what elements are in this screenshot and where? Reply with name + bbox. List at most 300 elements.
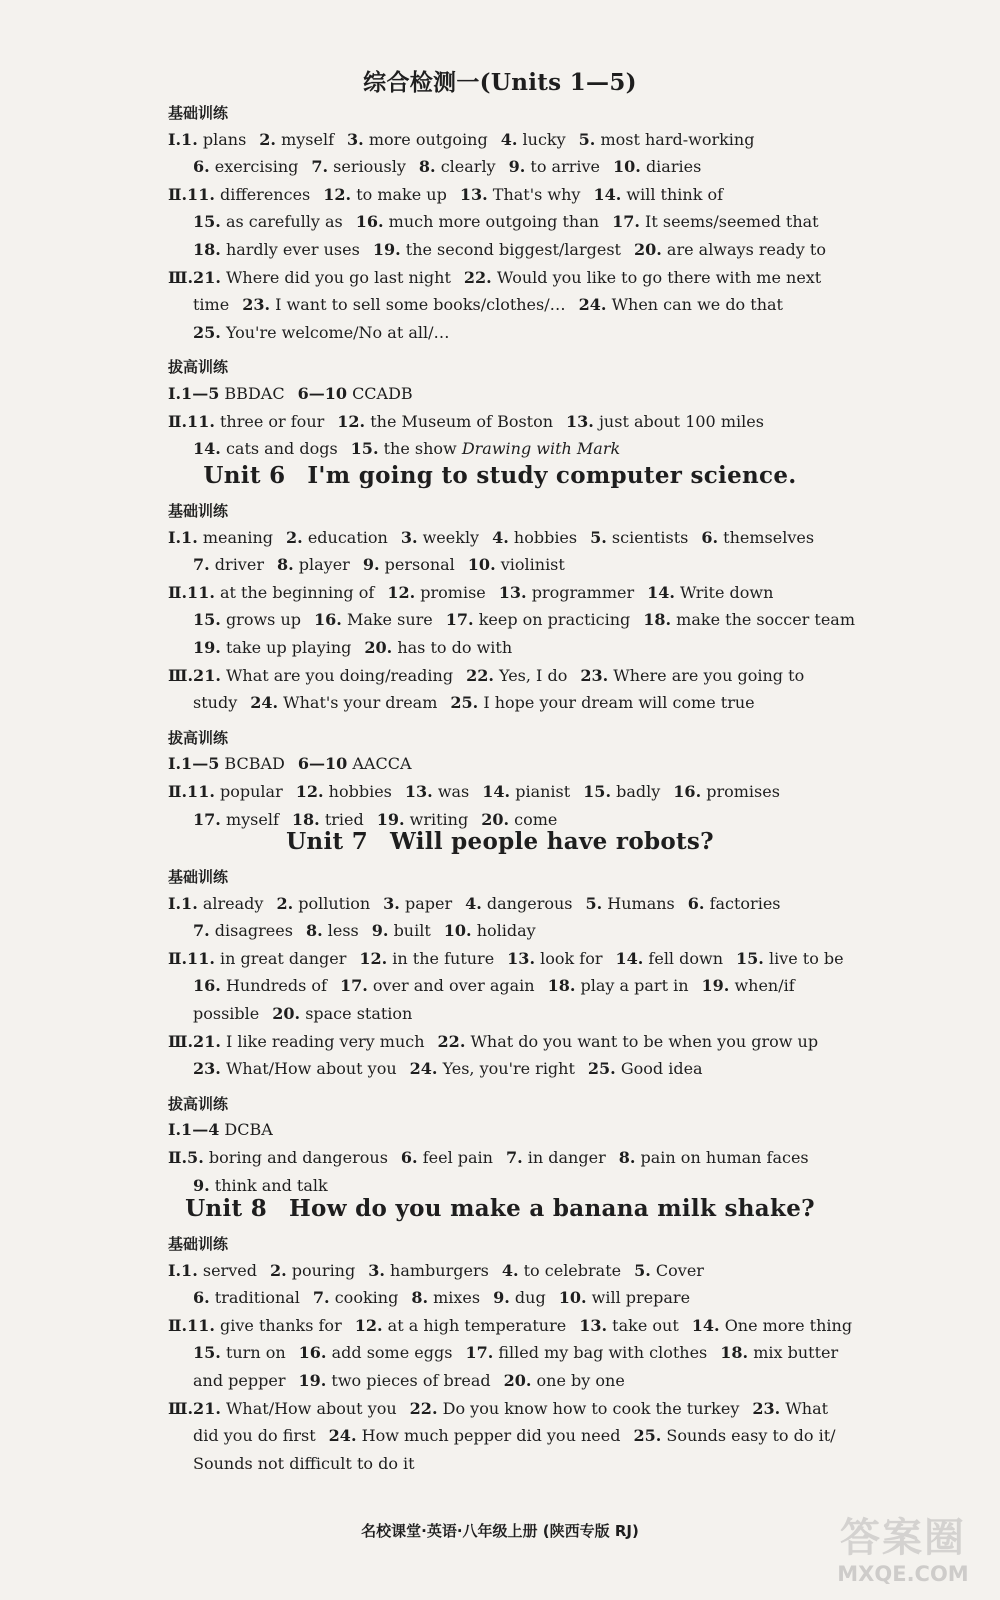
answer-text: plans bbox=[202, 129, 247, 149]
answer-text: will prepare bbox=[591, 1288, 691, 1308]
block-label: 拔高训练 bbox=[168, 1094, 229, 1113]
answer-number: 9. bbox=[362, 555, 380, 575]
section-title bbox=[0, 64, 1000, 97]
answer-text: hamburgers bbox=[390, 1260, 489, 1280]
section-unit-number: Unit 8 bbox=[185, 1195, 268, 1222]
answer-text: cooking bbox=[334, 1288, 399, 1308]
answer-item bbox=[368, 1261, 489, 1280]
answer-item bbox=[193, 638, 351, 657]
answer-text: What are you doing/reading bbox=[225, 665, 454, 685]
answer-item bbox=[450, 693, 754, 712]
answer-line bbox=[168, 268, 834, 287]
answer-text: Humans bbox=[607, 893, 675, 913]
answer-text: in great danger bbox=[219, 948, 347, 968]
answer-item bbox=[634, 1261, 704, 1280]
page-footer: 名校课堂·英语·八年级上册 (陕西专版 RJ) bbox=[361, 1522, 639, 1540]
answer-text: look for bbox=[540, 948, 603, 968]
answer-text: How much pepper did you need bbox=[361, 1426, 621, 1446]
answer-number: 20. bbox=[481, 809, 510, 829]
answer-number: 3. bbox=[368, 1260, 385, 1280]
answer-number: 19. bbox=[372, 240, 401, 259]
answer-text: DCBA bbox=[224, 1120, 273, 1140]
watermark-logo: 答案圈 bbox=[840, 1515, 966, 1561]
answer-text: I like reading very much bbox=[225, 1031, 425, 1051]
answer-number: 20. bbox=[503, 1371, 532, 1390]
answer-text: cats and dogs bbox=[225, 439, 338, 459]
answer-number: 5. bbox=[578, 129, 596, 149]
block-label: 基础训练 bbox=[168, 868, 229, 886]
answer-number: Ⅲ.21. bbox=[168, 665, 221, 685]
answer-number: 6—10 bbox=[297, 754, 348, 774]
answer-text: keep on practicing bbox=[478, 610, 631, 630]
answer-text: grows up bbox=[225, 610, 301, 630]
answer-text: add some eggs bbox=[331, 1343, 453, 1363]
answer-line bbox=[168, 1032, 831, 1051]
answer-item bbox=[168, 528, 273, 547]
section-title-text: How do you make a banana milk shake? bbox=[289, 1195, 815, 1222]
answer-number: 25. bbox=[450, 693, 479, 713]
answer-text: space station bbox=[305, 1004, 413, 1023]
answer-number: 13. bbox=[579, 1315, 608, 1335]
answer-number: 6. bbox=[193, 157, 210, 177]
answer-item bbox=[168, 583, 374, 602]
answer-text: hobbies bbox=[513, 527, 578, 547]
answer-text: was bbox=[437, 782, 470, 801]
answer-line bbox=[193, 638, 525, 657]
answer-item bbox=[468, 555, 565, 574]
answer-text: study bbox=[193, 693, 238, 713]
answer-item bbox=[548, 976, 689, 995]
answer-item bbox=[296, 782, 392, 801]
answer-line bbox=[193, 1288, 703, 1307]
answer-text: Yes, I do bbox=[499, 665, 568, 685]
answer-item bbox=[643, 610, 855, 629]
answer-line bbox=[193, 976, 808, 995]
answer-item bbox=[292, 810, 364, 829]
answer-number: Ⅰ.1—5 bbox=[168, 754, 220, 774]
answer-item bbox=[383, 894, 452, 913]
answer-item bbox=[329, 1426, 621, 1445]
answer-text: already bbox=[202, 893, 264, 913]
section-title bbox=[0, 828, 1000, 855]
answer-item bbox=[411, 1288, 480, 1307]
answer-item bbox=[566, 412, 764, 431]
answer-number: Ⅱ.11. bbox=[168, 948, 215, 968]
answer-number: 14. bbox=[193, 439, 221, 459]
answer-text: did you do first bbox=[193, 1426, 316, 1446]
answer-number: 12. bbox=[387, 582, 416, 602]
answer-number: 12. bbox=[337, 411, 366, 431]
answer-number: 9. bbox=[371, 921, 389, 941]
answer-number: 15. bbox=[736, 948, 764, 968]
answer-text: What's your dream bbox=[283, 693, 438, 713]
answer-number: 18. bbox=[643, 610, 672, 630]
answer-number: 18. bbox=[291, 809, 320, 829]
answer-number: 3. bbox=[347, 129, 364, 149]
answer-item bbox=[363, 555, 455, 574]
answer-text: hobbies bbox=[328, 782, 392, 801]
answer-item bbox=[193, 976, 327, 995]
answer-item bbox=[193, 295, 229, 314]
answer-number: 6. bbox=[701, 527, 719, 547]
answer-line bbox=[168, 1148, 822, 1167]
answer-text: What bbox=[785, 1398, 829, 1418]
answer-text: What/How about you bbox=[225, 1398, 397, 1418]
answer-text: as carefully as bbox=[225, 212, 343, 232]
answer-line bbox=[168, 949, 857, 968]
answer-number: 24. bbox=[409, 1059, 438, 1079]
answer-number: 8. bbox=[305, 921, 323, 941]
answer-item bbox=[466, 666, 567, 685]
answer-item bbox=[193, 439, 338, 458]
answer-text: pouring bbox=[291, 1260, 356, 1280]
answer-number: 10. bbox=[467, 555, 496, 575]
answer-item bbox=[168, 384, 285, 403]
answer-item bbox=[579, 130, 755, 149]
answer-line bbox=[168, 1316, 865, 1335]
answer-text: Sounds not difficult to do it bbox=[193, 1453, 415, 1473]
answer-number: 8. bbox=[411, 1288, 429, 1308]
answer-number: 5. bbox=[590, 527, 607, 547]
answer-text: Would you like to go there with me next bbox=[496, 267, 822, 287]
section-title-text: Will people have robots? bbox=[390, 828, 714, 855]
answer-line bbox=[168, 528, 827, 547]
answer-number: 22. bbox=[437, 1031, 466, 1051]
answer-item bbox=[168, 412, 324, 431]
answer-text: disagrees bbox=[214, 921, 293, 941]
answer-number: 24. bbox=[578, 295, 607, 315]
answer-number: 8. bbox=[276, 555, 294, 575]
answer-line bbox=[193, 439, 633, 458]
answer-text: AACCA bbox=[352, 754, 412, 774]
answer-item bbox=[168, 130, 246, 149]
answer-item bbox=[337, 412, 553, 431]
answer-item bbox=[168, 782, 283, 801]
answer-number: 13. bbox=[498, 582, 527, 602]
answer-item bbox=[580, 666, 804, 685]
answer-number: 12. bbox=[359, 948, 388, 968]
answer-number: 25. bbox=[587, 1059, 616, 1079]
answer-item bbox=[286, 528, 388, 547]
answer-item bbox=[193, 610, 301, 629]
answer-text: think and talk bbox=[214, 1175, 328, 1195]
answer-item bbox=[168, 1261, 257, 1280]
answer-text: served bbox=[202, 1260, 257, 1280]
answer-line bbox=[193, 212, 832, 231]
answer-line bbox=[193, 1059, 716, 1078]
answer-number: Ⅲ.21. bbox=[168, 267, 221, 287]
answer-item bbox=[193, 1176, 328, 1195]
answer-item bbox=[410, 1059, 575, 1078]
answer-item bbox=[559, 1288, 690, 1307]
answer-text: will think of bbox=[626, 184, 724, 204]
answer-number: 17. bbox=[339, 976, 368, 996]
answer-item bbox=[499, 583, 634, 602]
answer-text: popular bbox=[219, 782, 283, 801]
answer-item bbox=[193, 1343, 286, 1362]
answer-number: 15. bbox=[350, 439, 379, 459]
answer-number: 23. bbox=[752, 1398, 781, 1418]
block-label: 基础训练 bbox=[168, 104, 229, 122]
answer-number: Ⅱ.5. bbox=[168, 1148, 204, 1167]
answer-item bbox=[501, 130, 566, 149]
answer-number: 15. bbox=[193, 610, 221, 630]
answer-item bbox=[277, 555, 350, 574]
answer-number: 18. bbox=[720, 1343, 749, 1363]
answer-text: are always ready to bbox=[666, 240, 826, 259]
answer-number: 16. bbox=[355, 212, 384, 232]
answer-item bbox=[276, 894, 370, 913]
answer-line bbox=[193, 1176, 341, 1195]
answer-text: CCADB bbox=[352, 384, 413, 403]
answer-text: I want to sell some books/clothes/… bbox=[275, 295, 566, 315]
answer-item bbox=[613, 157, 701, 176]
answer-text: That's why bbox=[492, 184, 581, 204]
answer-item bbox=[313, 1288, 398, 1307]
answer-text: pollution bbox=[298, 893, 371, 913]
answer-number: 2. bbox=[269, 1260, 287, 1280]
answer-number: 23. bbox=[193, 1059, 221, 1079]
answer-number: 16. bbox=[673, 782, 702, 801]
answer-item bbox=[590, 528, 688, 547]
answer-item bbox=[193, 1371, 285, 1390]
section-title-text: I'm going to study computer science. bbox=[307, 462, 797, 489]
answer-number: 4. bbox=[500, 129, 518, 149]
answer-item bbox=[193, 921, 293, 940]
answer-number: 13. bbox=[404, 782, 433, 801]
answer-text: What/How about you bbox=[225, 1059, 397, 1079]
answer-number: 16. bbox=[193, 976, 221, 996]
answer-number: 13. bbox=[507, 948, 536, 968]
answer-line bbox=[193, 921, 549, 940]
answer-text: take out bbox=[612, 1315, 679, 1335]
answer-number: 14. bbox=[615, 948, 644, 968]
answer-text: and pepper bbox=[193, 1371, 286, 1390]
answer-text: clearly bbox=[440, 157, 496, 177]
answer-item bbox=[688, 894, 781, 913]
answer-number: 15. bbox=[193, 212, 221, 232]
answer-line bbox=[193, 1343, 851, 1362]
answer-text: meaning bbox=[202, 527, 274, 547]
answer-text: has to do with bbox=[397, 638, 513, 657]
answer-item bbox=[405, 782, 469, 801]
answer-line bbox=[168, 185, 736, 204]
answer-item bbox=[502, 1261, 621, 1280]
answer-number: 3. bbox=[383, 893, 400, 913]
answer-number: 14. bbox=[691, 1315, 720, 1335]
answer-number: 22. bbox=[466, 665, 494, 685]
answer-number: 6. bbox=[400, 1148, 418, 1167]
answer-item bbox=[340, 976, 535, 995]
answer-text: Sounds easy to do it/ bbox=[666, 1426, 836, 1446]
answer-item bbox=[465, 1343, 707, 1362]
answer-text: player bbox=[298, 555, 350, 575]
answer-number: 6—10 bbox=[297, 384, 347, 403]
section-unit-number: Unit 7 bbox=[286, 828, 369, 855]
answer-item bbox=[701, 528, 814, 547]
answer-line bbox=[168, 894, 794, 913]
answer-item bbox=[673, 782, 780, 801]
answer-text: make the soccer team bbox=[676, 610, 855, 630]
answer-line bbox=[193, 693, 768, 712]
answer-item bbox=[647, 583, 773, 602]
answer-number: 12. bbox=[323, 184, 352, 204]
answer-line bbox=[168, 384, 426, 403]
watermark bbox=[828, 1506, 978, 1586]
answer-number: Ⅲ.21. bbox=[168, 1398, 221, 1418]
answer-item bbox=[377, 810, 469, 829]
answer-text: built bbox=[393, 921, 431, 941]
answer-number: 17. bbox=[193, 809, 221, 829]
answer-item bbox=[633, 1426, 835, 1445]
answer-number: 7. bbox=[505, 1148, 523, 1167]
answer-text: three or four bbox=[219, 411, 325, 431]
answer-number: 14. bbox=[482, 782, 511, 801]
answer-number: 12. bbox=[295, 782, 324, 801]
answer-text: come bbox=[514, 809, 558, 829]
answer-text: BCBAD bbox=[224, 754, 285, 774]
answer-item bbox=[634, 240, 826, 259]
answer-item bbox=[692, 1316, 852, 1335]
answer-number: Ⅱ.11. bbox=[168, 582, 215, 602]
answer-number: Ⅰ.1—5 bbox=[168, 384, 220, 403]
answer-number: Ⅰ.1. bbox=[168, 129, 198, 149]
answer-number: 9. bbox=[508, 157, 526, 177]
answer-line bbox=[193, 810, 570, 829]
answer-text: weekly bbox=[422, 527, 480, 547]
answer-text: promise bbox=[420, 582, 486, 602]
answer-item bbox=[168, 1399, 397, 1418]
answer-text: It seems/seemed that bbox=[645, 212, 819, 232]
answer-line bbox=[193, 1454, 428, 1473]
answer-number: 5. bbox=[585, 893, 603, 913]
answer-number: 2. bbox=[259, 129, 276, 149]
answer-item bbox=[298, 1371, 490, 1390]
answer-number: 23. bbox=[242, 295, 271, 315]
answer-text: Where are you going to bbox=[613, 665, 805, 685]
answer-number: 10. bbox=[613, 157, 641, 177]
answer-text: exercising bbox=[214, 157, 299, 177]
answer-text: just about 100 miles bbox=[598, 411, 764, 431]
answer-text: to arrive bbox=[530, 157, 600, 177]
answer-number: 23. bbox=[580, 665, 609, 685]
answer-number: 2. bbox=[276, 893, 294, 913]
answer-number: 5. bbox=[634, 1260, 651, 1280]
answer-item bbox=[444, 921, 536, 940]
answer-text: in danger bbox=[527, 1148, 606, 1167]
answer-text: the show Drawing with Mark bbox=[383, 439, 621, 459]
answer-text: lucky bbox=[522, 129, 566, 149]
answer-text: take up playing bbox=[225, 638, 352, 657]
answer-item bbox=[720, 1343, 838, 1362]
answer-item bbox=[168, 185, 310, 204]
answer-text: most hard-working bbox=[600, 129, 755, 149]
answer-number: 3. bbox=[400, 527, 418, 547]
answer-number: Ⅲ.21. bbox=[168, 1031, 221, 1051]
answer-text: the second biggest/largest bbox=[405, 240, 621, 259]
answer-item bbox=[193, 1288, 300, 1307]
answer-item bbox=[168, 666, 453, 685]
answer-number: 19. bbox=[298, 1371, 327, 1390]
answer-number: 17. bbox=[445, 610, 474, 630]
answer-item bbox=[250, 693, 437, 712]
answer-number: 10. bbox=[443, 921, 472, 941]
answer-text: over and over again bbox=[372, 976, 535, 996]
answer-number: 22. bbox=[463, 267, 492, 287]
answer-item bbox=[193, 240, 360, 259]
answer-item bbox=[482, 782, 570, 801]
answer-text: much more outgoing than bbox=[388, 212, 600, 232]
answer-text: myself bbox=[281, 129, 335, 149]
answer-text: Make sure bbox=[346, 610, 433, 630]
answer-item bbox=[168, 1032, 425, 1051]
answer-text: factories bbox=[709, 893, 781, 913]
answer-text: themselves bbox=[723, 527, 815, 547]
answer-item bbox=[702, 976, 795, 995]
answer-number: 9. bbox=[193, 1175, 210, 1195]
answer-item bbox=[585, 894, 674, 913]
answer-text: mix butter bbox=[753, 1343, 839, 1363]
answer-text: live to be bbox=[768, 948, 844, 968]
answer-item bbox=[438, 1032, 819, 1051]
answer-item bbox=[506, 1148, 606, 1167]
answer-item bbox=[493, 1288, 546, 1307]
answer-line bbox=[168, 666, 817, 685]
answer-number: 2. bbox=[286, 527, 303, 547]
answer-number: 17. bbox=[465, 1343, 494, 1363]
answer-number: 10. bbox=[558, 1288, 587, 1308]
answer-text: What do you want to be when you grow up bbox=[470, 1031, 819, 1051]
answer-number: 19. bbox=[193, 638, 221, 657]
answer-item bbox=[193, 1454, 415, 1473]
answer-text: boring and dangerous bbox=[208, 1148, 388, 1167]
answer-text: myself bbox=[225, 809, 279, 829]
answer-item bbox=[356, 212, 599, 231]
answer-number: 20. bbox=[272, 1004, 301, 1023]
answer-line bbox=[193, 240, 839, 259]
section-title bbox=[0, 462, 1000, 489]
answer-item bbox=[446, 610, 630, 629]
answer-text: writing bbox=[409, 809, 469, 829]
answer-item bbox=[193, 810, 279, 829]
answer-line bbox=[193, 610, 868, 629]
answer-item bbox=[359, 949, 494, 968]
answer-number: Ⅰ.1. bbox=[168, 893, 198, 913]
block-label: 基础训练 bbox=[168, 502, 229, 520]
answer-number: Ⅱ.11. bbox=[168, 411, 215, 431]
answer-item bbox=[504, 1371, 625, 1390]
answer-text: programmer bbox=[531, 582, 635, 602]
answer-item bbox=[588, 1059, 703, 1078]
answer-item bbox=[752, 1399, 828, 1418]
answer-number: 19. bbox=[701, 976, 730, 996]
answer-number: 12. bbox=[354, 1315, 383, 1335]
answer-number: Ⅰ.1. bbox=[168, 527, 198, 547]
answer-number: 18. bbox=[193, 240, 221, 259]
answer-item bbox=[298, 384, 413, 403]
answer-text: tried bbox=[324, 809, 364, 829]
answer-text: to make up bbox=[356, 184, 447, 204]
answer-item bbox=[314, 610, 433, 629]
answer-text: more outgoing bbox=[368, 129, 488, 149]
answer-line bbox=[168, 782, 793, 801]
answer-number: 4. bbox=[492, 527, 509, 547]
answer-text: driver bbox=[214, 555, 264, 575]
answer-item bbox=[272, 1004, 412, 1023]
answer-item bbox=[168, 268, 451, 287]
answer-number: 7. bbox=[312, 1288, 330, 1308]
answer-text: mixes bbox=[433, 1288, 481, 1308]
